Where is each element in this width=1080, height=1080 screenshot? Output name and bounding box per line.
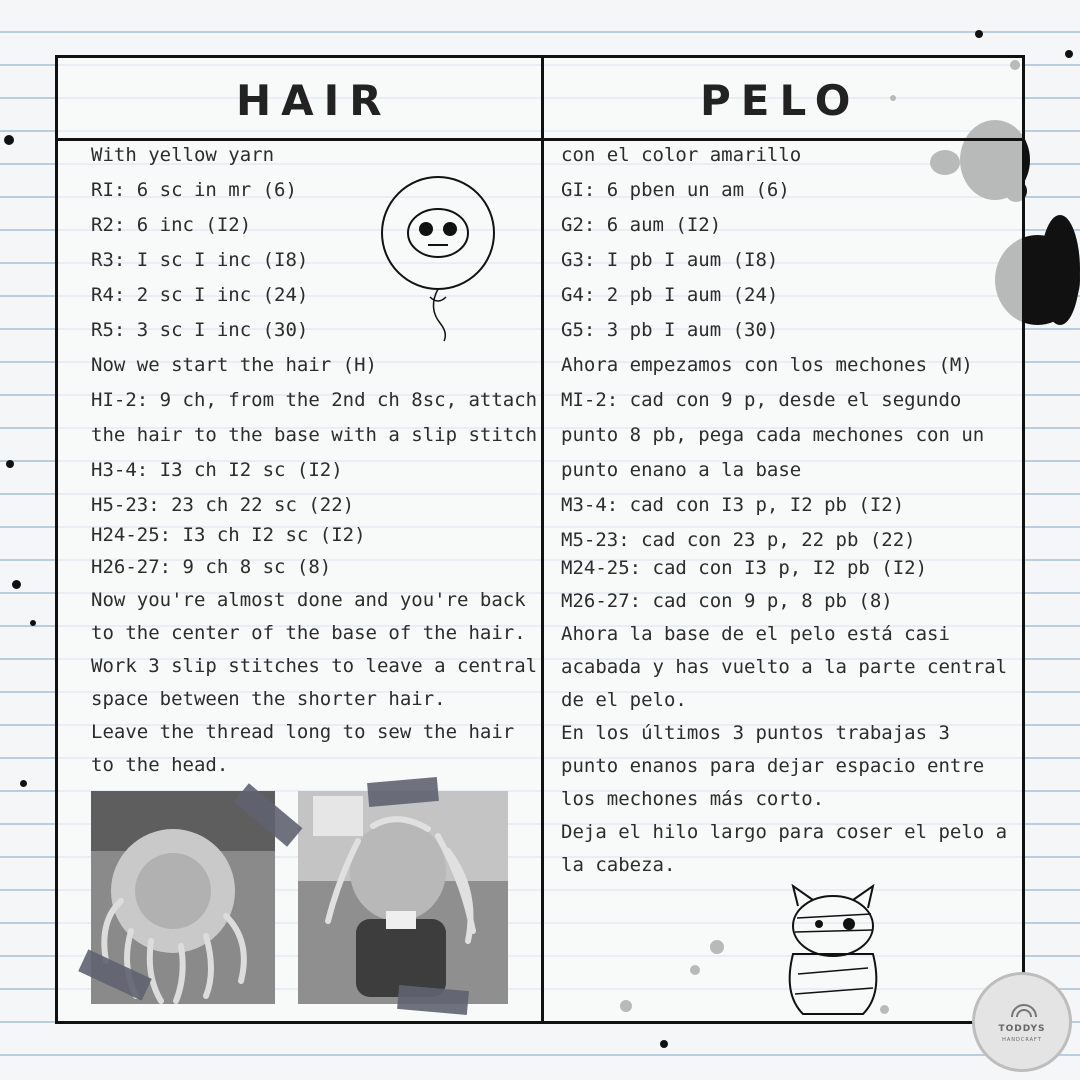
spanish-column-title: PELO [700,76,861,125]
instruction-line: punto enano a la base [561,459,802,481]
instruction-line: With yellow yarn [91,144,275,166]
instruction-line: HI-2: 9 ch, from the 2nd ch 8sc, attach [91,389,538,411]
instruction-line: Work 3 slip stitches to leave a central [91,655,538,677]
instruction-line: M3-4: cad con I3 p, I2 pb (I2) [561,494,905,516]
instruction-line: Now you're almost done and you're back [91,589,526,611]
brand-name: TODDYS [998,1024,1046,1034]
instruction-line: M24-25: cad con I3 p, I2 pb (I2) [561,557,928,579]
instruction-line: G3: I pb I aum (I8) [561,249,779,271]
pattern-table [55,55,1025,1024]
instruction-line: the hair to the base with a slip stitch [91,424,538,446]
instruction-line: Now we start the hair (H) [91,354,377,376]
english-column-title: HAIR [236,76,392,125]
column-divider [541,58,544,1021]
instruction-line: H24-25: I3 ch I2 sc (I2) [91,524,366,546]
instruction-line: H26-27: 9 ch 8 sc (8) [91,556,332,578]
instruction-line: R5: 3 sc I inc (30) [91,319,309,341]
instruction-line: con el color amarillo [561,144,802,166]
instruction-line: RI: 6 sc in mr (6) [91,179,297,201]
instruction-line: Deja el hilo largo para coser el pelo a [561,821,1008,843]
instruction-line: M5-23: cad con 23 p, 22 pb (22) [561,529,916,551]
instruction-line: MI-2: cad con 9 p, desde el segundo [561,389,962,411]
instruction-line: G4: 2 pb I aum (24) [561,284,779,306]
instruction-line: R2: 6 inc (I2) [91,214,252,236]
instruction-line: M26-27: cad con 9 p, 8 pb (8) [561,590,893,612]
instruction-line: Ahora la base de el pelo está casi [561,623,950,645]
english-instructions [91,138,538,783]
mummy-cat-doodle [763,884,913,1024]
instruction-line: punto enanos para dejar espacio entre [561,755,985,777]
rainbow-icon [1009,993,1039,1017]
instruction-line: los mechones más corto. [561,788,825,810]
instruction-line: de el pelo. [561,689,687,711]
instruction-line: la cabeza. [561,854,676,876]
instruction-line: R4: 2 sc I inc (24) [91,284,309,306]
instruction-line: acabada y has vuelto a la parte central [561,656,1008,678]
instruction-line: Leave the thread long to sew the hair [91,721,515,743]
brand-subtitle: HANDCRAFT [1002,1037,1042,1043]
instruction-line: En los últimos 3 puntos trabajas 3 [561,722,950,744]
instruction-line: punto 8 pb, pega cada mechones con un [561,424,985,446]
instruction-line: R3: I sc I inc (I8) [91,249,309,271]
instruction-line: Ahora empezamos con los mechones (M) [561,354,973,376]
brand-logo [972,972,1072,1072]
instruction-line: G5: 3 pb I aum (30) [561,319,779,341]
instruction-line: to the head. [91,754,229,776]
tape-decoration [397,985,469,1015]
instruction-line: H3-4: I3 ch I2 sc (I2) [91,459,343,481]
instruction-line: to the center of the base of the hair. [91,622,526,644]
instruction-line: G2: 6 aum (I2) [561,214,722,236]
instruction-line: H5-23: 23 ch 22 sc (22) [91,494,355,516]
instruction-line: space between the shorter hair. [91,688,446,710]
instruction-line: GI: 6 pben un am (6) [561,179,790,201]
doll-with-hair-photo [298,791,508,1004]
spanish-instructions [561,138,1006,883]
